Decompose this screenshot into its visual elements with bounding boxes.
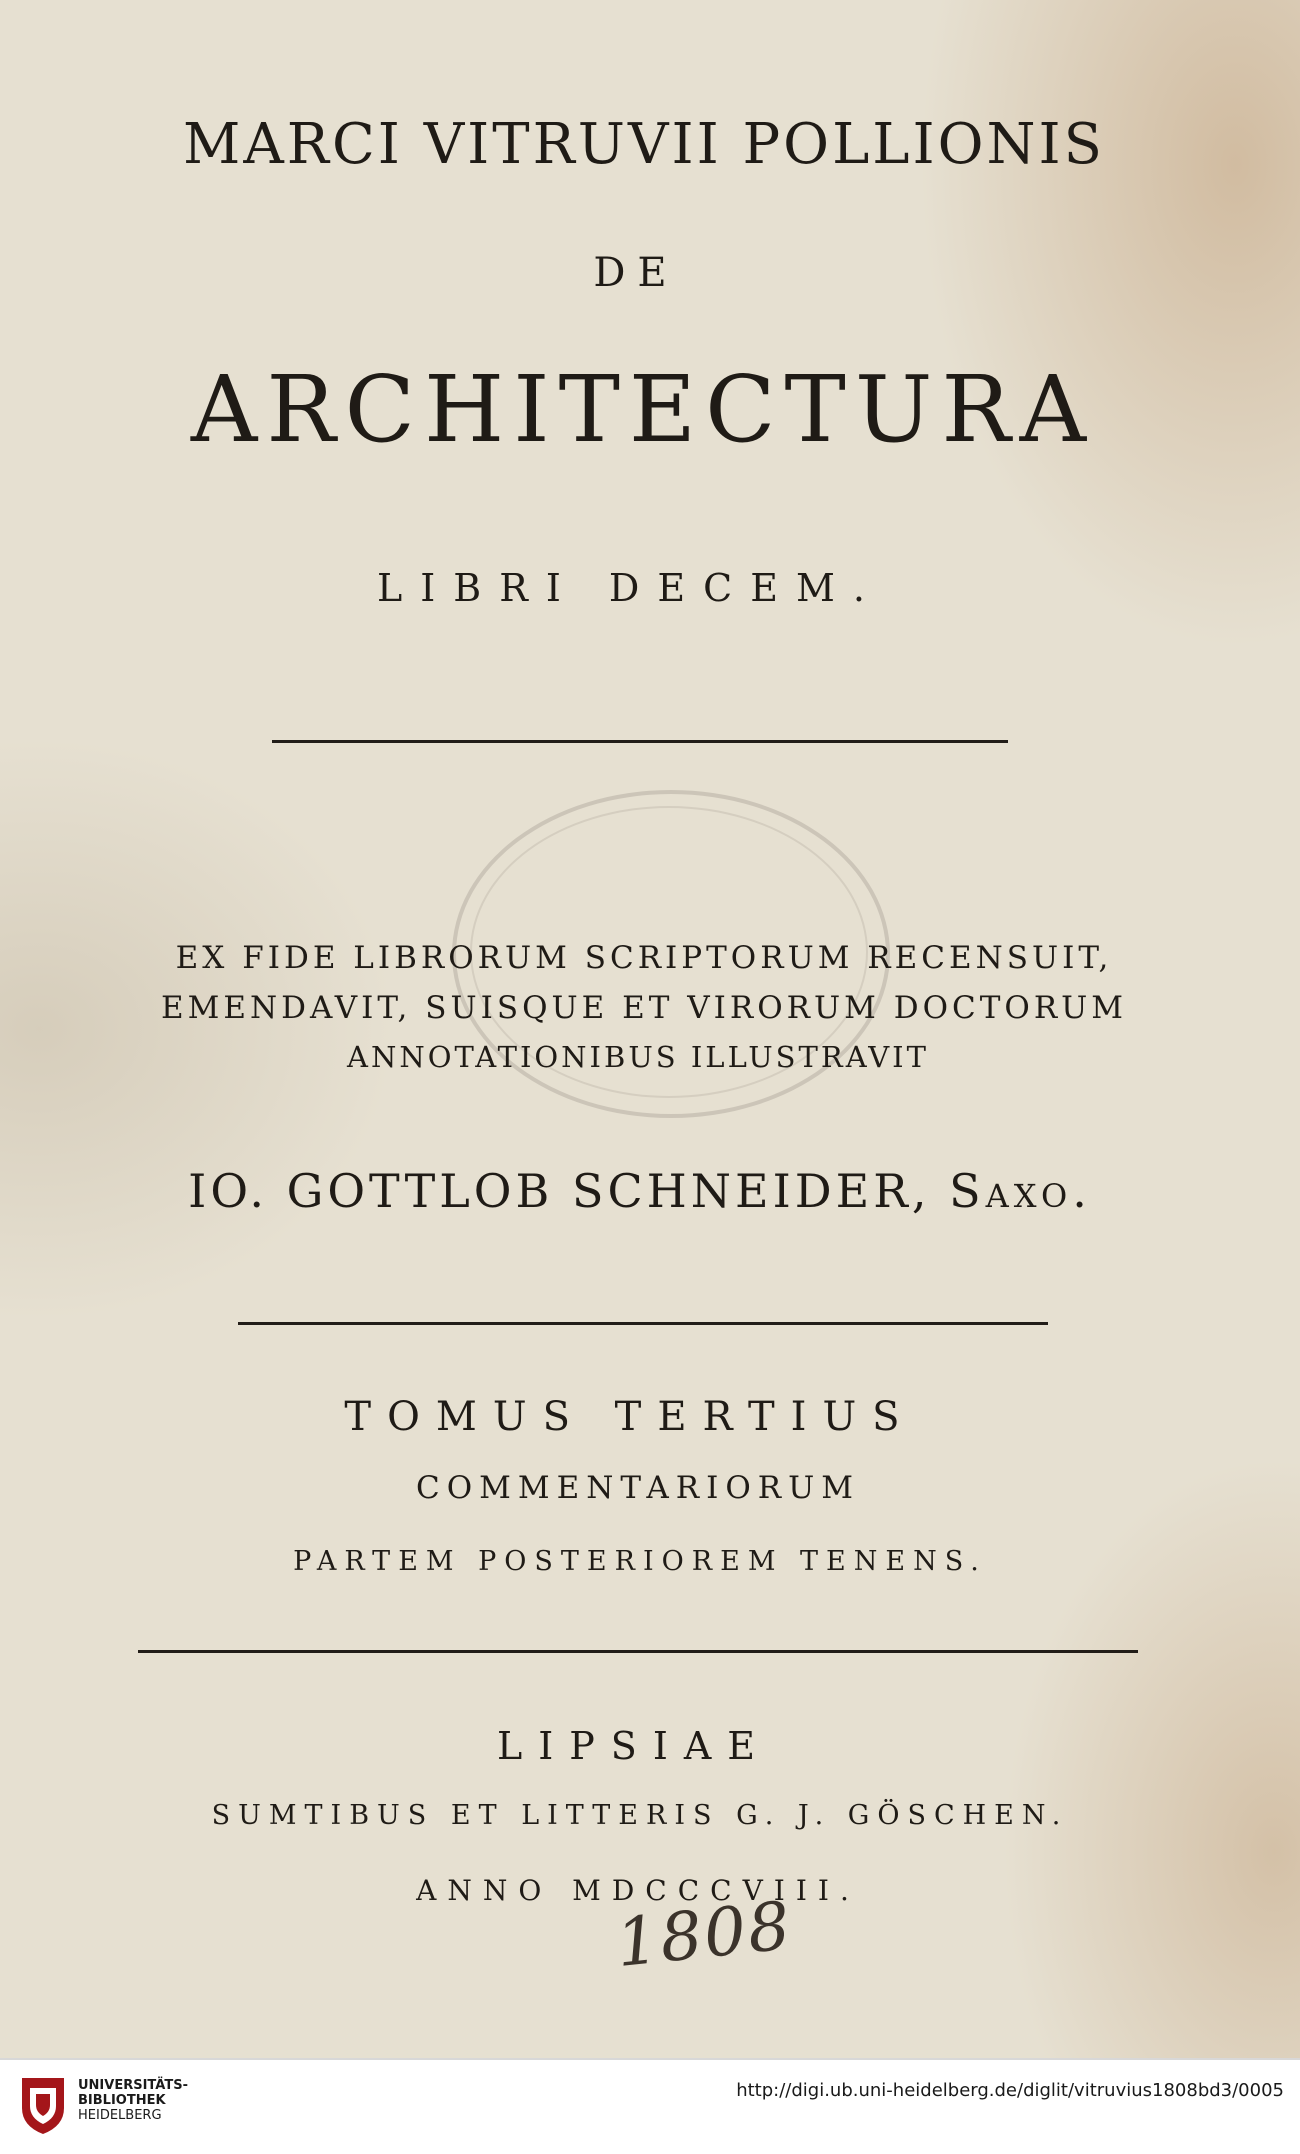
divider-rule-3 (138, 1650, 1138, 1653)
handwritten-year: 1808 (612, 1887, 796, 1982)
university-library-logo-icon (16, 2074, 70, 2136)
divider-rule-2 (238, 1322, 1048, 1325)
editor-line (0, 1164, 1290, 1218)
editor-name: IO. GOTTLOB SCHNEIDER, (188, 1164, 931, 1218)
publisher-line: SUMTIBUS ET LITTERIS G. J. GÖSCHEN. (211, 1800, 1069, 1831)
divider-rule-1 (272, 740, 1008, 743)
library-name-line-1: UNIVERSITÄTS- (78, 2078, 188, 2093)
editor-origin: Saxo. (949, 1164, 1092, 1218)
editorial-line-3: ANNOTATIONIBUS ILLUSTRAVIT (347, 1040, 929, 1074)
editorial-line-2: EMENDAVIT, SUISQUE ET VIRORUM DOCTORUM (160, 990, 1128, 1026)
permalink-url[interactable]: http://digi.ub.uni-heidelberg.de/diglit/vitruvius1808bd3/0005 (736, 2080, 1284, 2101)
library-name-line-3: HEIDELBERG (78, 2108, 162, 2123)
place-line: LIPSIAE (496, 1724, 772, 1768)
volume-sub-line-2: PARTEM POSTERIOREM TENENS. (293, 1546, 987, 1577)
author-line: MARCI VITRUVII POLLIONIS (183, 112, 1105, 177)
books-line: LIBRI DECEM. (377, 566, 883, 610)
de-line: DE (593, 250, 679, 296)
main-title: ARCHITECTURA (190, 356, 1096, 463)
library-name-line-2: BIBLIOTHEK (78, 2093, 166, 2108)
library-name (78, 2078, 188, 2123)
volume-line: TOMUS TERTIUS (344, 1394, 916, 1440)
volume-sub-line-1: COMMENTARIORUM (416, 1470, 860, 1506)
footer-bar (0, 2058, 1300, 2154)
editorial-line-1: EX FIDE LIBRORUM SCRIPTORUM RECENSUIT, (175, 940, 1113, 976)
year-line: ANNO MDCCCVIII. (416, 1874, 860, 1907)
